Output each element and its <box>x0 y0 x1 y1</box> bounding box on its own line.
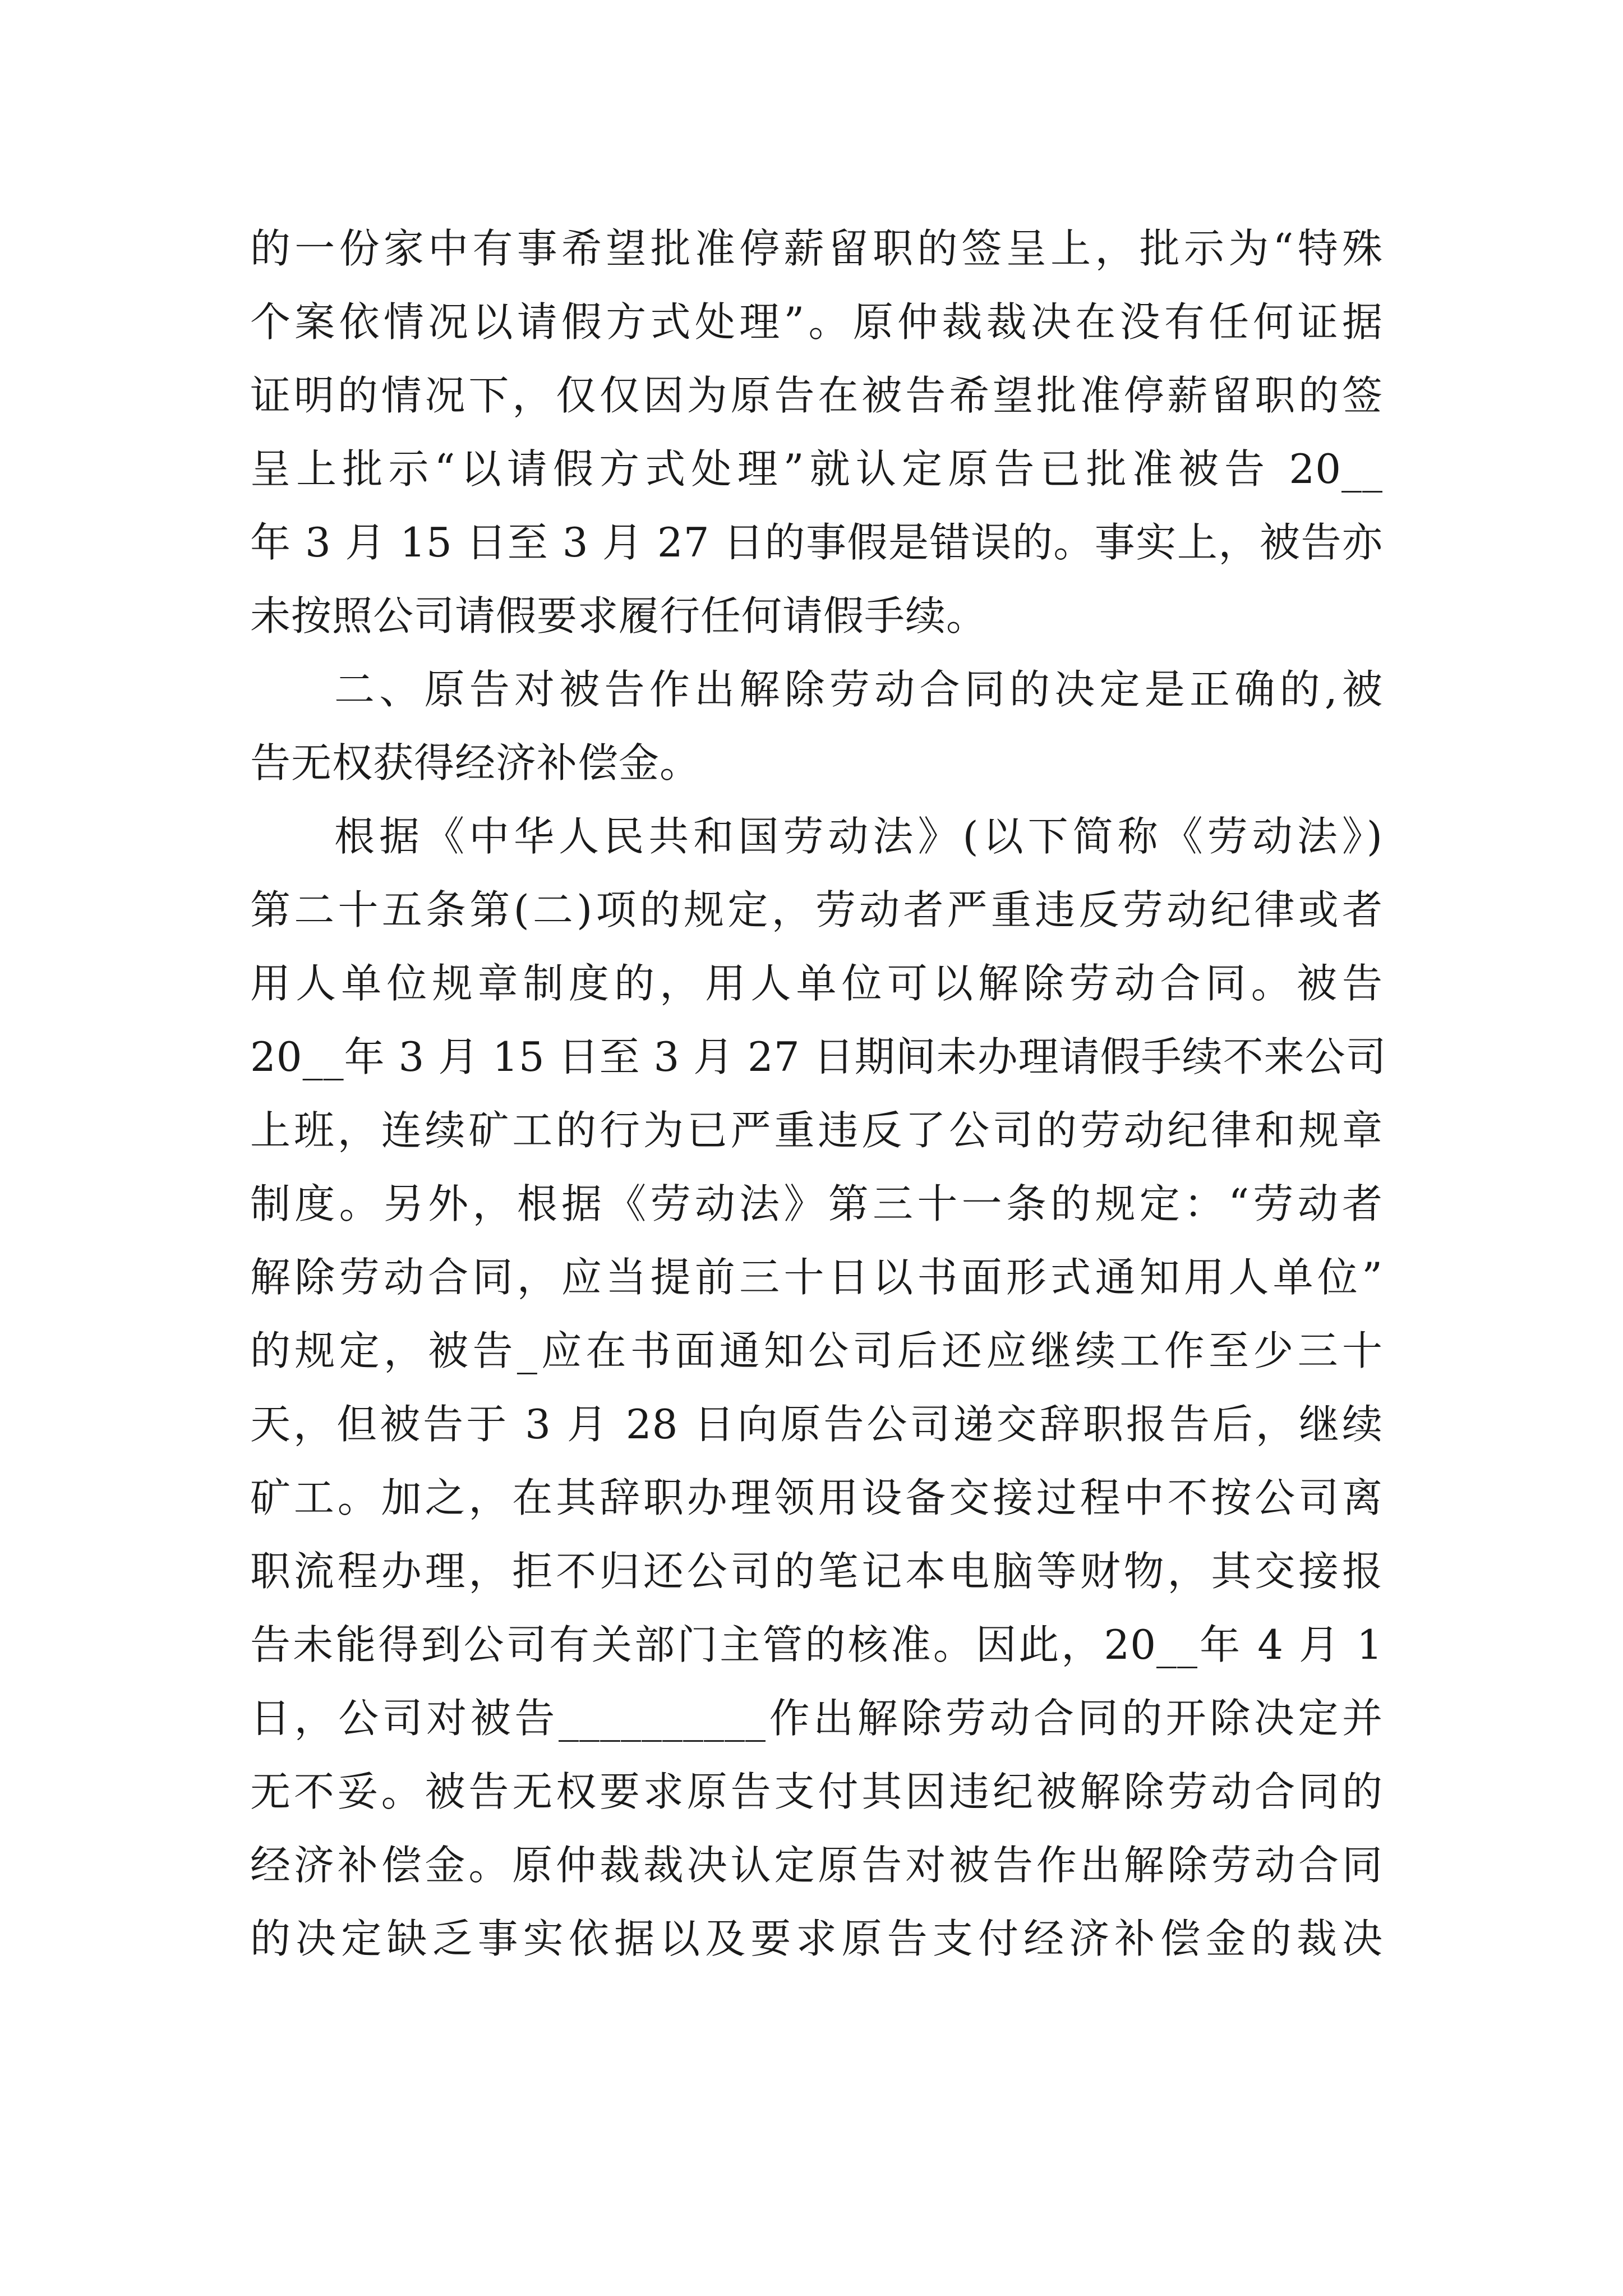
text-line: 告无权获得经济补偿金。 <box>250 739 701 786</box>
text-line: 制度。另外，根据《劳动法》第三十一条的规定：“劳动者 <box>250 1180 1383 1227</box>
text-line: 的一份家中有事希望批准停薪留职的签呈上，批示为“特殊 <box>250 225 1383 272</box>
text-line: 年 3 月 15 日至 3 月 27 日的事假是错误的。事实上，被告亦 <box>250 519 1383 566</box>
text-line: 的规定，被告_应在书面通知公司后还应继续工作至少三十 <box>250 1327 1383 1374</box>
document-body <box>250 212 1387 1976</box>
text-line: 天，但被告于 3 月 28 日向原告公司递交辞职报告后，继续 <box>250 1401 1383 1448</box>
text-line: 呈上批示“以请假方式处理”就认定原告已批准被告 20__ <box>250 445 1383 493</box>
text-line: 日，公司对被告__________作出解除劳动合同的开除决定并 <box>250 1695 1383 1742</box>
text-line: 未按照公司请假要求履行任何请假手续。 <box>250 592 988 639</box>
text-line: 无不妥。被告无权要求原告支付其因违纪被解除劳动合同的 <box>250 1768 1383 1815</box>
text-line: 二、原告对被告作出解除劳动合同的决定是正确的,被 <box>334 666 1383 713</box>
text-line: 解除劳动合同，应当提前三十日以书面形式通知用人单位” <box>250 1254 1383 1301</box>
text-line: 第二十五条第(二)项的规定，劳动者严重违反劳动纪律或者 <box>250 886 1383 933</box>
text-line: 个案依情况以请假方式处理”。原仲裁裁决在没有任何证据 <box>250 298 1383 346</box>
text-line: 20__年 3 月 15 日至 3 月 27 日期间未办理请假手续不来公司 <box>250 1033 1387 1080</box>
text-line: 矿工。加之，在其辞职办理领用设备交接过程中不按公司离 <box>250 1474 1383 1521</box>
text-line: 告未能得到公司有关部门主管的核准。因此，20__年 4 月 1 <box>250 1621 1383 1668</box>
text-line: 用人单位规章制度的，用人单位可以解除劳动合同。被告 <box>250 960 1383 1007</box>
text-line: 上班，连续矿工的行为已严重违反了公司的劳动纪律和规章 <box>250 1107 1383 1154</box>
text-line: 的决定缺乏事实依据以及要求原告支付经济补偿金的裁决 <box>250 1915 1383 1962</box>
text-line: 职流程办理，拒不归还公司的笔记本电脑等财物，其交接报 <box>250 1548 1383 1595</box>
text-line: 经济补偿金。原仲裁裁决认定原告对被告作出解除劳动合同 <box>250 1842 1383 1889</box>
text-line: 根据《中华人民共和国劳动法》(以下简称《劳动法》) <box>334 813 1383 860</box>
text-line: 证明的情况下，仅仅因为原告在被告希望批准停薪留职的签 <box>250 372 1383 419</box>
